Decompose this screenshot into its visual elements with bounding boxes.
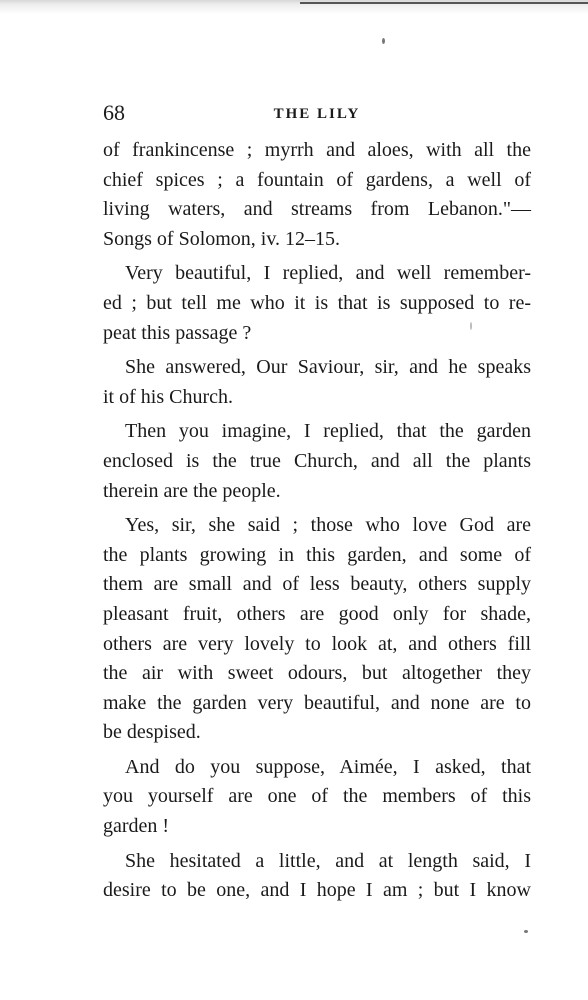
text-line: therein are the people.	[103, 479, 281, 502]
paragraph	[103, 753, 531, 842]
page-header	[103, 98, 531, 128]
text-line: it of his Church.	[103, 385, 233, 408]
paragraph	[103, 353, 531, 412]
paragraph	[103, 259, 531, 348]
text-line: Yes, sir, she said ; those who love God are	[125, 514, 531, 537]
body-text	[103, 136, 531, 906]
scan-top-rule	[300, 2, 588, 4]
paragraph	[103, 417, 531, 506]
text-line: And do you suppose, Aimée, I asked, that	[125, 755, 531, 778]
text-line: the air with sweet odours, but altogether they	[103, 662, 531, 685]
text-line: Songs of Solomon, iv. 12–15.	[103, 227, 341, 250]
paragraph	[103, 511, 531, 748]
text-line: She answered, Our Saviour, sir, and he speaks	[125, 356, 531, 379]
text-line: make the garden very beautiful, and none are to	[103, 691, 531, 714]
text-line: garden !	[103, 815, 170, 838]
text-line: Very beautiful, I replied, and well remember-	[125, 262, 531, 285]
scan-speck	[382, 38, 385, 44]
page-number: 68	[103, 100, 125, 125]
paragraph	[103, 136, 531, 254]
text-line: you yourself are one of the members of this	[103, 785, 531, 808]
text-line: the plants growing in this garden, and some of	[103, 543, 531, 566]
text-line: chief spices ; a fountain of gardens, a well of	[103, 168, 531, 191]
text-line: ed ; but tell me who it is that is supposed to re-	[103, 291, 531, 314]
text-line: Then you imagine, I replied, that the garden	[125, 420, 531, 443]
text-line: of frankincense ; myrrh and aloes, with all the	[103, 139, 531, 161]
text-line: pleasant fruit, others are good only for shade,	[103, 602, 531, 625]
scan-speck	[524, 930, 528, 933]
text-line: peat this passage ?	[103, 321, 252, 344]
paragraph	[103, 847, 531, 906]
text-line: desire to be one, and I hope I am ; but I know	[103, 879, 531, 902]
running-head: THE LILY	[273, 106, 361, 122]
text-line: be despised.	[103, 721, 201, 744]
text-line: them are small and of less beauty, others supply	[103, 573, 531, 596]
text-line: others are very lovely to look at, and others fill	[103, 632, 531, 655]
text-line: living waters, and streams from Lebanon."—	[103, 198, 531, 221]
text-line: She hesitated a little, and at length said, I	[125, 849, 531, 872]
text-line: enclosed is the true Church, and all the plants	[103, 449, 531, 472]
